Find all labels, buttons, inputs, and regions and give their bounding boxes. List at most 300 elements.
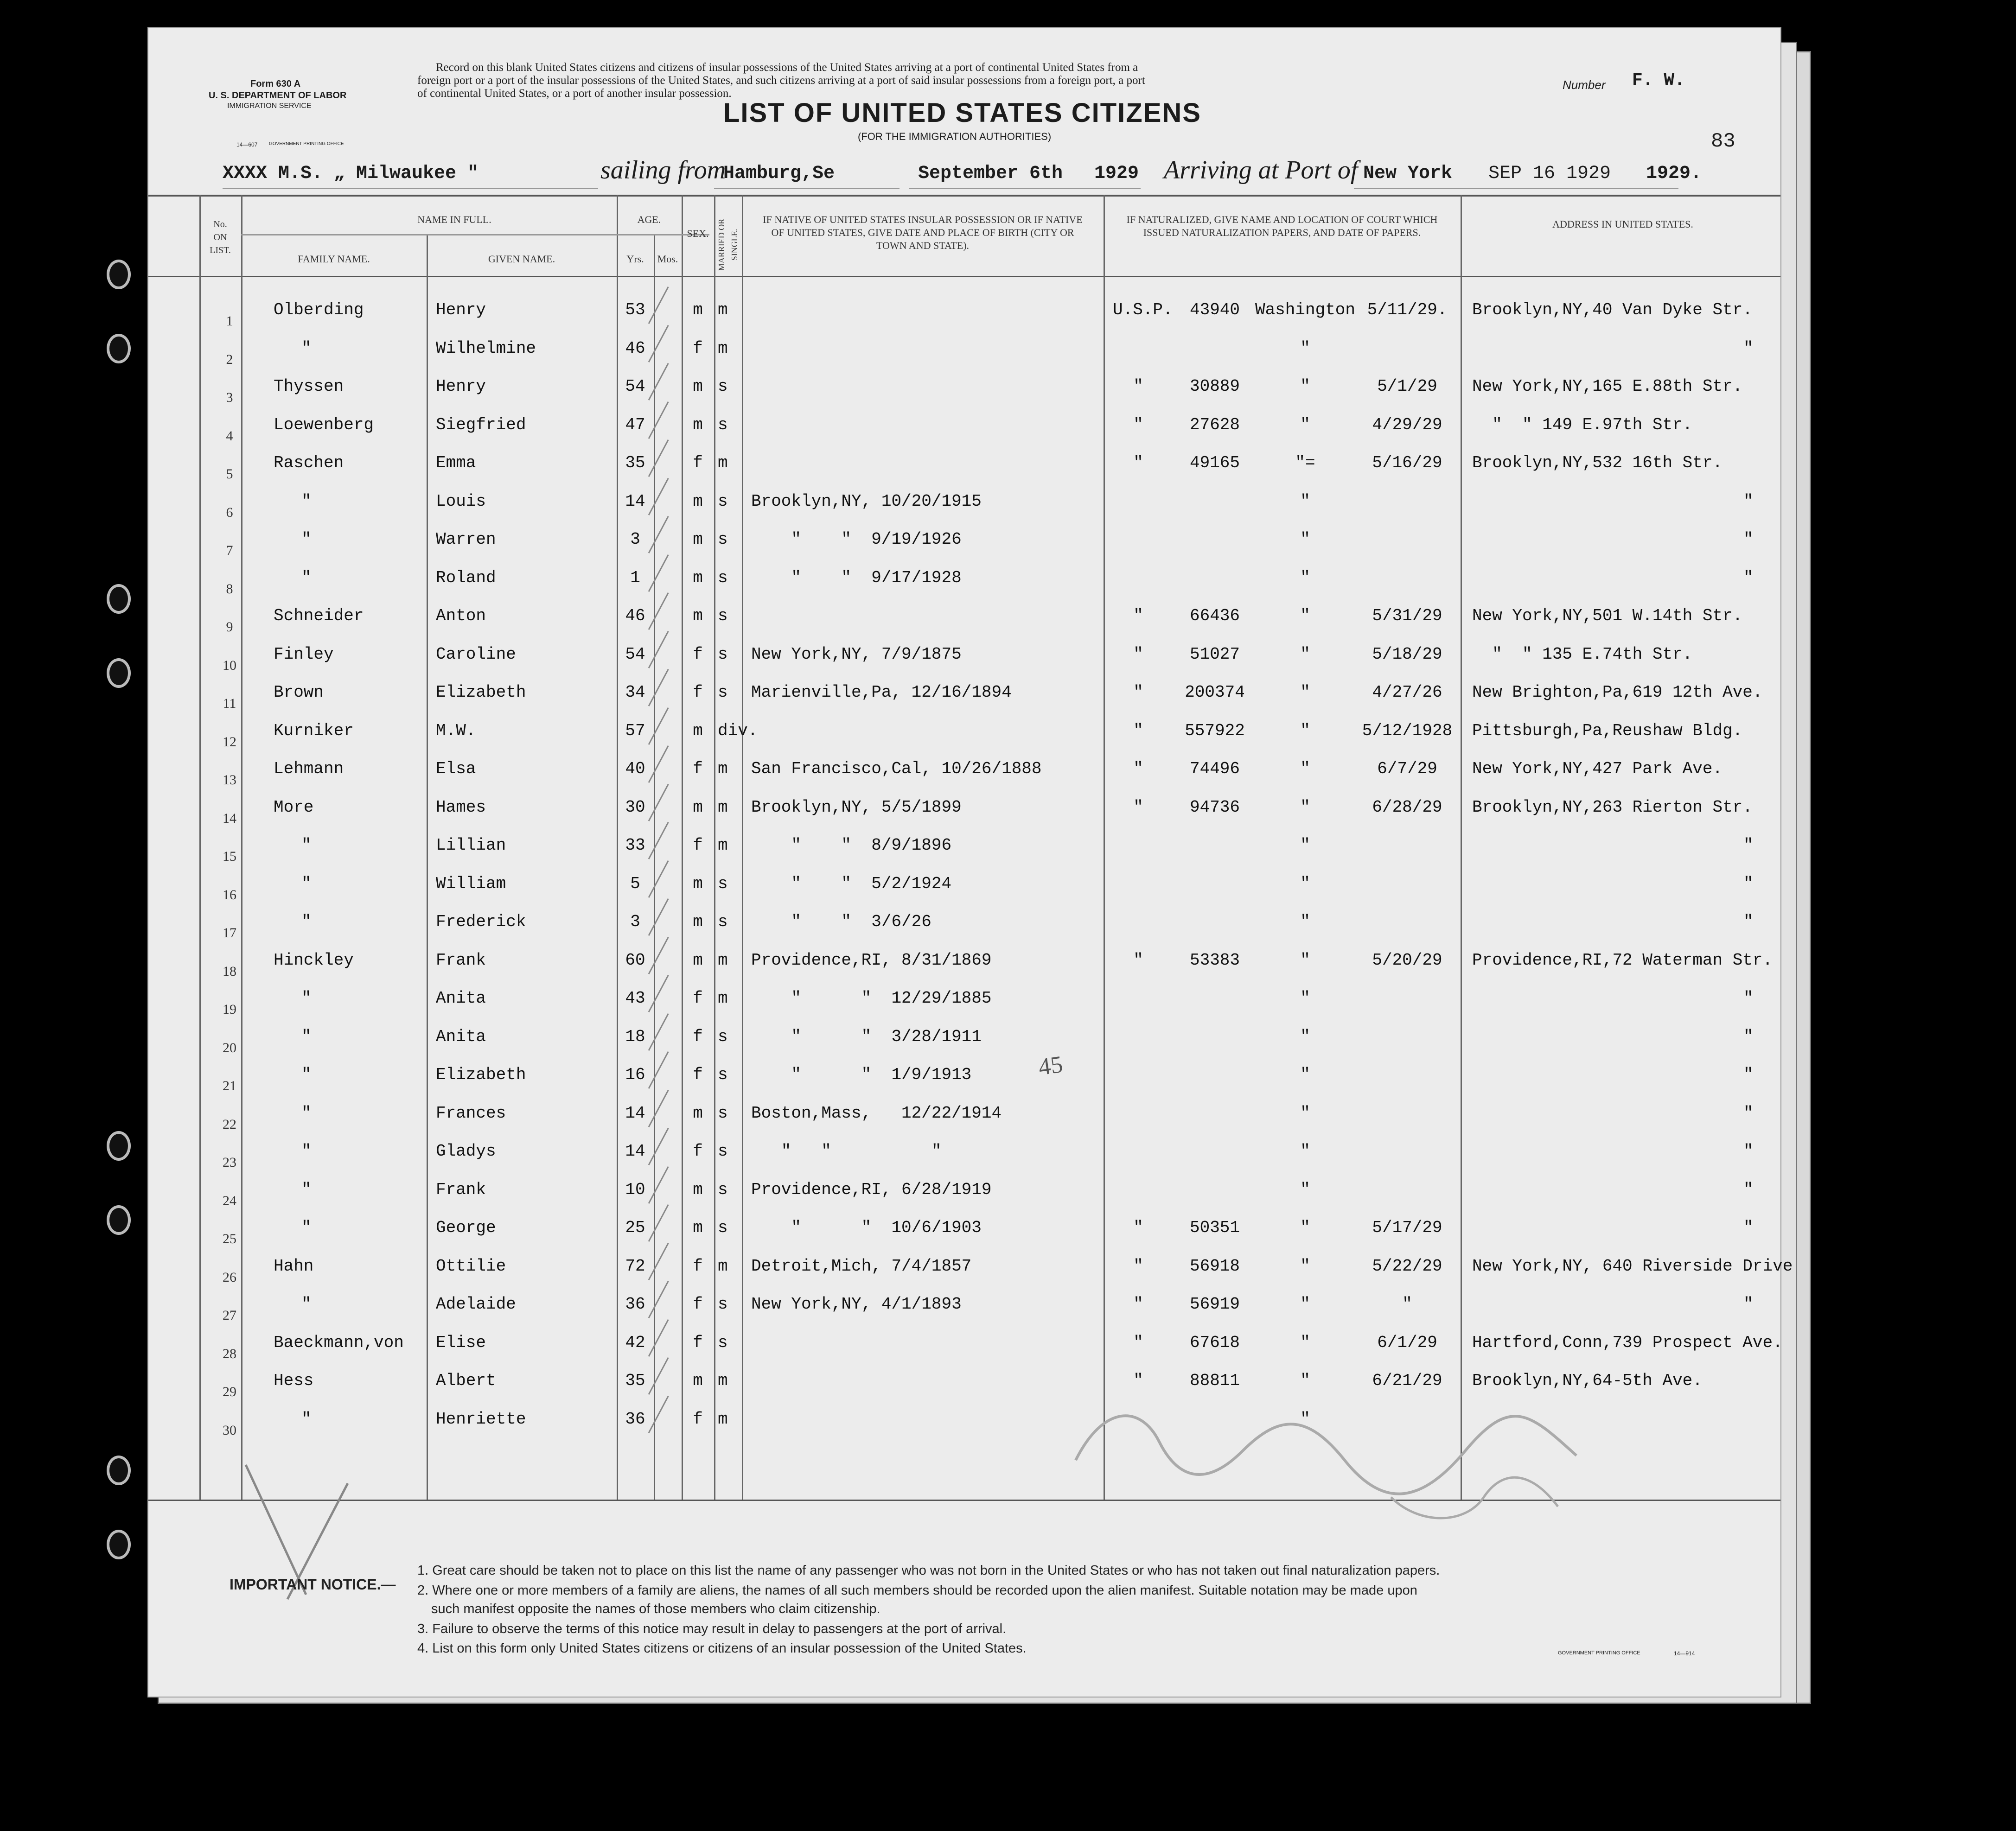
family-name-cell: ": [301, 1103, 312, 1123]
row-number: 13: [223, 772, 236, 788]
notice-item-3: 3. Failure to observe the terms of this notice may result in delay to passengers at the port of arrival.: [417, 1621, 1007, 1636]
naturalization-date-cell: 4/29/29: [1372, 415, 1442, 434]
sex-cell: m: [693, 912, 703, 931]
arrival-stamp: SEP 16 1929: [1488, 163, 1611, 184]
marital-status-cell: m: [718, 989, 728, 1008]
address-cell: ": [1743, 836, 1754, 855]
marital-status-cell: s: [718, 1103, 728, 1123]
naturalization-cert-cell: 56919: [1189, 1295, 1240, 1314]
age-cell: 14: [625, 1142, 645, 1161]
age-cell: 43: [625, 989, 645, 1008]
naturalization-cert-cell: 43940: [1189, 300, 1240, 319]
family-name-cell: Hess: [274, 1371, 314, 1390]
age-cell: 10: [625, 1180, 645, 1199]
page-title: LIST OF UNITED STATES CITIZENS: [723, 98, 1201, 128]
marital-status-cell: m: [718, 453, 728, 472]
given-name-cell: Frances: [436, 1103, 506, 1123]
age-cell: 40: [625, 759, 645, 778]
marital-status-cell: s: [718, 912, 728, 931]
naturalization-court-cell: ": [1300, 950, 1310, 970]
naturalization-date-cell: 6/21/29: [1372, 1371, 1442, 1390]
birth-info-cell: Detroit,Mich, 7/4/1857: [751, 1256, 972, 1276]
family-name-cell: ": [301, 989, 312, 1008]
punch-hole: [107, 1530, 131, 1559]
address-cell: ": [1743, 491, 1754, 511]
naturalization-court-cell: ": [1300, 1065, 1310, 1084]
address-cell: Brooklyn,NY,40 Van Dyke Str.: [1472, 300, 1753, 319]
age-cell: 14: [625, 1103, 645, 1123]
address-cell: ": [1743, 568, 1754, 587]
naturalization-cert-cell: 30889: [1189, 377, 1240, 396]
birth-info-cell: Brooklyn,NY, 10/20/1915: [751, 491, 982, 511]
family-name-cell: ": [301, 1295, 312, 1314]
col-rule: [714, 195, 715, 1500]
address-cell: Providence,RI,72 Waterman Str.: [1472, 950, 1773, 970]
row-number: 7: [226, 543, 233, 558]
family-name-cell: More: [274, 797, 314, 817]
address-cell: New York,NY,427 Park Ave.: [1472, 759, 1723, 778]
birth-info-cell: Boston,Mass, 12/22/1914: [751, 1103, 1002, 1123]
family-name-cell: Kurniker: [274, 721, 354, 740]
sex-cell: f: [693, 1333, 703, 1352]
header-given-name: GIVEN NAME.: [488, 253, 555, 265]
age-cell: 25: [625, 1218, 645, 1237]
sex-cell: m: [693, 530, 703, 549]
given-name-cell: Elsa: [436, 759, 476, 778]
family-name-cell: Baeckmann,von: [274, 1333, 404, 1352]
birth-info-cell: " " ": [751, 1142, 942, 1161]
sex-cell: f: [693, 1409, 703, 1429]
naturalization-court-cell: ": [1300, 568, 1310, 587]
date-underline: [909, 188, 1141, 189]
marital-status-cell: s: [718, 1027, 728, 1046]
age-cell: 46: [625, 338, 645, 358]
marital-status-cell: s: [718, 683, 728, 702]
address-cell: ": [1743, 1295, 1754, 1314]
naturalization-date-cell: 4/27/26: [1372, 683, 1442, 702]
marital-status-cell: s: [718, 874, 728, 893]
given-name-cell: Wilhelmine: [436, 338, 536, 358]
col-rule: [199, 195, 201, 1500]
naturalization-date-cell: 6/7/29: [1377, 759, 1437, 778]
instructions-line-2: foreign port or a port of the insular possessions of the United States, and such citizens arriving at a port of said insular possessions from a foreign port, a port: [417, 74, 1145, 87]
table-top-border: [148, 195, 1780, 197]
marital-status-cell: m: [718, 759, 728, 778]
family-name-cell: Loewenberg: [274, 415, 374, 434]
address-cell: New York,NY,165 E.88th Str.: [1472, 377, 1743, 396]
row-number: 1: [226, 313, 233, 329]
footer-printing-office: GOVERNMENT PRINTING OFFICE: [1558, 1650, 1640, 1656]
naturalization-court-cell: ": [1300, 683, 1310, 702]
row-number: 24: [223, 1193, 236, 1208]
row-number: 4: [226, 428, 233, 444]
sex-cell: m: [693, 568, 703, 587]
row-number: 14: [223, 810, 236, 826]
marital-status-cell: m: [718, 797, 728, 817]
sex-cell: f: [693, 989, 703, 1008]
naturalization-cert-cell: 50351: [1189, 1218, 1240, 1237]
address-cell: ": [1743, 1142, 1754, 1161]
naturalization-court-type-cell: ": [1133, 415, 1143, 434]
row-number: 3: [226, 390, 233, 405]
notice-item-1: 1. Great care should be taken not to place on this list the name of any passenger who was not born in the United States or who has not taken out final naturalization papers.: [417, 1563, 1440, 1578]
naturalization-court-type-cell: ": [1133, 1333, 1143, 1352]
row-number: 23: [223, 1155, 236, 1170]
marital-status-cell: s: [718, 1333, 728, 1352]
given-name-cell: Frank: [436, 1180, 486, 1199]
sex-cell: m: [693, 874, 703, 893]
naturalization-court-cell: Washington: [1255, 300, 1356, 319]
marital-status-cell: s: [718, 377, 728, 396]
family-name-cell: Raschen: [274, 453, 344, 472]
row-number: 21: [223, 1078, 236, 1094]
sex-cell: f: [693, 1256, 703, 1276]
naturalization-court-type-cell: ": [1133, 453, 1143, 472]
family-name-cell: Olberding: [274, 300, 364, 319]
given-name-cell: Siegfried: [436, 415, 526, 434]
naturalization-cert-cell: 56918: [1189, 1256, 1240, 1276]
marital-status-cell: s: [718, 1295, 728, 1314]
address-cell: ": [1743, 530, 1754, 549]
age-cell: 34: [625, 683, 645, 702]
row-number: 16: [223, 887, 236, 903]
sailing-from-port: Hamburg,Se: [723, 163, 835, 184]
age-cell: 35: [625, 453, 645, 472]
given-name-cell: Elizabeth: [436, 1065, 526, 1084]
naturalization-cert-cell: 66436: [1189, 606, 1240, 625]
family-name-cell: Schneider: [274, 606, 364, 625]
naturalization-court-cell: ": [1300, 1218, 1310, 1237]
notice-item-2: 2. Where one or more members of a family are aliens, the names of all such members should be recorded upon the alien manifest. Suitable notation may be made upon: [417, 1583, 1417, 1598]
sex-cell: m: [693, 1103, 703, 1123]
sex-cell: f: [693, 644, 703, 664]
family-name-cell: Brown: [274, 683, 324, 702]
naturalization-court-cell: ": [1300, 606, 1310, 625]
naturalization-date-cell: 5/22/29: [1372, 1256, 1442, 1276]
header-naturalized: IF NATURALIZED, GIVE NAME AND LOCATION OF COURT WHICH ISSUED NATURALIZATION PAPERS, AND DATE OF PAPERS.: [1126, 214, 1438, 238]
age-cell: 72: [625, 1256, 645, 1276]
sex-cell: f: [693, 338, 703, 358]
family-name-cell: Hahn: [274, 1256, 314, 1276]
vessel-prefix: XXXX M.S.: [223, 163, 323, 184]
header-married-or-single: MARRIED OR SINGLE.: [717, 218, 739, 271]
age-cell: 1: [630, 568, 640, 587]
naturalization-court-cell: ": [1300, 338, 1310, 358]
naturalization-court-cell: ": [1300, 377, 1310, 396]
naturalization-cert-cell: 67618: [1189, 1333, 1240, 1352]
naturalization-court-cell: ": [1300, 1180, 1310, 1199]
arriving-label: Arriving at Port of: [1164, 156, 1358, 184]
row-number: 8: [226, 581, 233, 597]
birth-info-cell: " " 3/28/1911: [751, 1027, 982, 1046]
birth-info-cell: Providence,RI, 6/28/1919: [751, 1180, 992, 1199]
sex-cell: m: [693, 797, 703, 817]
naturalization-court-cell: ": [1300, 530, 1310, 549]
arriving-port: New York: [1363, 163, 1453, 184]
punch-hole: [107, 1456, 131, 1485]
naturalization-court-cell: ": [1300, 415, 1310, 434]
naturalization-court-cell: ": [1300, 989, 1310, 1008]
punch-hole: [107, 1205, 131, 1235]
header-name-in-full: NAME IN FULL.: [417, 214, 491, 225]
naturalization-court-cell: ": [1300, 491, 1310, 511]
birth-info-cell: " " 1/9/1913: [751, 1065, 972, 1084]
naturalization-court-type-cell: ": [1133, 950, 1143, 970]
vessel-underline: [223, 188, 598, 189]
age-cell: 5: [630, 874, 640, 893]
naturalization-court-cell: "=: [1295, 453, 1315, 472]
birth-info-cell: New York,NY, 4/1/1893: [751, 1295, 962, 1314]
row-number: 27: [223, 1308, 236, 1323]
address-cell: ": [1743, 912, 1754, 931]
sex-cell: m: [693, 721, 703, 740]
naturalization-cert-cell: 74496: [1189, 759, 1240, 778]
age-cell: 36: [625, 1295, 645, 1314]
sex-cell: m: [693, 1371, 703, 1390]
sex-cell: f: [693, 683, 703, 702]
address-cell: " " 135 E.74th Str.: [1472, 644, 1693, 664]
given-name-cell: Albert: [436, 1371, 496, 1390]
row-number: 2: [226, 351, 233, 367]
marital-status-cell: s: [718, 1065, 728, 1084]
naturalization-court-cell: ": [1300, 1409, 1310, 1429]
row-number: 26: [223, 1269, 236, 1285]
row-number: 25: [223, 1231, 236, 1246]
age-cell: 3: [630, 912, 640, 931]
naturalization-court-type-cell: ": [1133, 683, 1143, 702]
naturalization-court-type-cell: ": [1133, 759, 1143, 778]
family-name-cell: ": [301, 530, 312, 549]
header-sex: SEX.: [687, 228, 709, 239]
age-cell: 33: [625, 836, 645, 855]
header-yrs: Yrs.: [626, 253, 644, 265]
naturalization-cert-cell: 51027: [1189, 644, 1240, 664]
notice-label: IMPORTANT NOTICE.—: [230, 1576, 396, 1593]
marital-status-cell: s: [718, 644, 728, 664]
address-cell: Brooklyn,NY,64-5th Ave.: [1472, 1371, 1703, 1390]
naturalization-date-cell: 5/1/29: [1377, 377, 1437, 396]
marital-status-cell: m: [718, 1371, 728, 1390]
subheader-rule: [241, 234, 709, 235]
page-subtitle: (FOR THE IMMIGRATION AUTHORITIES): [858, 131, 1052, 142]
departure-year: 1929: [1094, 163, 1139, 184]
marital-status-cell: m: [718, 338, 728, 358]
sex-cell: m: [693, 415, 703, 434]
given-name-cell: Lillian: [436, 836, 506, 855]
header-family-name: FAMILY NAME.: [298, 253, 370, 265]
marital-status-cell: s: [718, 530, 728, 549]
naturalization-date-cell: 6/28/29: [1372, 797, 1442, 817]
sex-cell: m: [693, 491, 703, 511]
age-cell: 18: [625, 1027, 645, 1046]
header-mos: Mos.: [657, 253, 678, 265]
sex-cell: f: [693, 836, 703, 855]
service: IMMIGRATION SERVICE: [227, 102, 312, 110]
address-cell: New York,NY, 640 Riverside Drive: [1472, 1256, 1793, 1276]
age-cell: 16: [625, 1065, 645, 1084]
birth-info-cell: Marienville,Pa, 12/16/1894: [751, 683, 1012, 702]
given-name-cell: Anita: [436, 989, 486, 1008]
given-name-cell: Elizabeth: [436, 683, 526, 702]
col-rule: [1104, 195, 1105, 1500]
naturalization-cert-cell: 27628: [1189, 415, 1240, 434]
naturalization-court-cell: ": [1300, 1333, 1310, 1352]
marital-status-cell: s: [718, 491, 728, 511]
address-cell: ": [1743, 1065, 1754, 1084]
age-cell: 54: [625, 377, 645, 396]
naturalization-cert-cell: 88811: [1189, 1371, 1240, 1390]
given-name-cell: Ottilie: [436, 1256, 506, 1276]
family-name-cell: ": [301, 1180, 312, 1199]
sex-cell: m: [693, 1218, 703, 1237]
given-name-cell: Hames: [436, 797, 486, 817]
instructions-line-3: of continental United States, or a port of another insular possession.: [417, 87, 732, 100]
row-number: 12: [223, 734, 236, 750]
sex-cell: f: [693, 759, 703, 778]
age-cell: 42: [625, 1333, 645, 1352]
family-name-cell: ": [301, 836, 312, 855]
age-cell: 47: [625, 415, 645, 434]
naturalization-court-type-cell: ": [1133, 377, 1143, 396]
address-cell: Brooklyn,NY,532 16th Str.: [1472, 453, 1723, 472]
family-name-cell: ": [301, 568, 312, 587]
given-name-cell: Caroline: [436, 644, 516, 664]
given-name-cell: M.W.: [436, 721, 476, 740]
row-number: 11: [223, 696, 236, 711]
arrival-underline: [1354, 188, 1678, 189]
naturalization-cert-cell: 49165: [1189, 453, 1240, 472]
sex-cell: m: [693, 606, 703, 625]
naturalization-cert-cell: 94736: [1189, 797, 1240, 817]
given-name-cell: Anita: [436, 1027, 486, 1046]
header-address: ADDRESS IN UNITED STATES.: [1552, 218, 1693, 230]
address-cell: ": [1743, 874, 1754, 893]
naturalization-court-type-cell: ": [1133, 1371, 1143, 1390]
birth-info-cell: " " 12/29/1885: [751, 989, 992, 1008]
age-cell: 60: [625, 950, 645, 970]
address-cell: Pittsburgh,Pa,Reushaw Bldg.: [1472, 721, 1743, 740]
naturalization-date-cell: ": [1402, 1295, 1412, 1314]
naturalization-court-cell: ": [1300, 1256, 1310, 1276]
naturalization-court-type-cell: ": [1133, 644, 1143, 664]
birth-info-cell: " " 9/17/1928: [751, 568, 962, 587]
family-name-cell: ": [301, 338, 312, 358]
manifest-page: [148, 28, 1793, 1697]
given-name-cell: Emma: [436, 453, 476, 472]
port-underline: [714, 188, 900, 189]
family-name-cell: Hinckley: [274, 950, 354, 970]
age-cell: 14: [625, 491, 645, 511]
address-cell: ": [1743, 1218, 1754, 1237]
naturalization-court-type-cell: ": [1133, 797, 1143, 817]
pencil-scrawl: [1066, 1386, 1646, 1534]
header-no-on-list-text: No. ON LIST.: [210, 219, 231, 255]
age-cell: 36: [625, 1409, 645, 1429]
form-number: Form 630 A: [250, 79, 301, 89]
naturalization-date-cell: 5/12/1928: [1362, 721, 1453, 740]
punch-hole: [107, 1131, 131, 1161]
number-label: Number: [1563, 78, 1606, 92]
row-number: 10: [223, 657, 236, 673]
address-cell: Hartford,Conn,739 Prospect Ave.: [1472, 1333, 1783, 1352]
sex-cell: m: [693, 950, 703, 970]
naturalization-date-cell: 5/17/29: [1372, 1218, 1442, 1237]
given-name-cell: Frederick: [436, 912, 526, 931]
sex-cell: m: [693, 377, 703, 396]
address-cell: " " 149 E.97th Str.: [1472, 415, 1693, 434]
family-name-cell: ": [301, 1142, 312, 1161]
address-cell: ": [1743, 989, 1754, 1008]
row-number: 17: [223, 925, 236, 941]
family-name-cell: ": [301, 491, 312, 511]
naturalization-date-cell: 5/31/29: [1372, 606, 1442, 625]
naturalization-court-type-cell: U.S.P.: [1113, 300, 1173, 319]
address-cell: New Brighton,Pa,619 12th Ave.: [1472, 683, 1763, 702]
birth-info-cell: " " 8/9/1896: [751, 836, 952, 855]
sex-cell: f: [693, 1295, 703, 1314]
marital-status-cell: s: [718, 1142, 728, 1161]
family-name-cell: Lehmann: [274, 759, 344, 778]
sex-cell: f: [693, 1027, 703, 1046]
sex-cell: m: [693, 300, 703, 319]
col-rule: [742, 195, 743, 1500]
given-name-cell: Anton: [436, 606, 486, 625]
birth-info-cell: New York,NY, 7/9/1875: [751, 644, 962, 664]
punch-hole: [107, 658, 131, 688]
given-name-cell: Adelaide: [436, 1295, 516, 1314]
marital-status-cell: s: [718, 1180, 728, 1199]
birth-info-cell: " " 9/19/1926: [751, 530, 962, 549]
naturalization-court-type-cell: ": [1133, 606, 1143, 625]
marital-status-cell: m: [718, 836, 728, 855]
header-bottom-border: [148, 276, 1780, 277]
row-number: 5: [226, 466, 233, 482]
birth-info-cell: " " 5/2/1924: [751, 874, 952, 893]
given-name-cell: Henry: [436, 300, 486, 319]
row-number: 28: [223, 1346, 236, 1361]
naturalization-court-type-cell: ": [1133, 1218, 1143, 1237]
col-rule: [654, 234, 655, 1500]
notice-item-2-cont: such manifest opposite the names of those members who claim citizenship.: [431, 1602, 880, 1616]
sex-cell: f: [693, 453, 703, 472]
row-number: 22: [223, 1116, 236, 1132]
birth-info-cell: Brooklyn,NY, 5/5/1899: [751, 797, 962, 817]
header-no-on-list: [199, 218, 241, 257]
given-name-cell: Louis: [436, 491, 486, 511]
given-name-cell: Warren: [436, 530, 496, 549]
address-cell: ": [1743, 1027, 1754, 1046]
sailing-from-label: sailing from: [600, 156, 726, 184]
sex-cell: f: [693, 1142, 703, 1161]
family-name-cell: ": [301, 1218, 312, 1237]
instructions-line-1: Record on this blank United States citizens and citizens of insular possessions of the United States arriving at a port of continental United States from a: [436, 61, 1138, 74]
marital-status-cell: s: [718, 1218, 728, 1237]
age-cell: 35: [625, 1371, 645, 1390]
address-cell: ": [1743, 1103, 1754, 1123]
given-name-cell: Elise: [436, 1333, 486, 1352]
department: U. S. DEPARTMENT OF LABOR: [209, 90, 347, 101]
number-value: F. W.: [1632, 70, 1685, 90]
row-number: 15: [223, 849, 236, 864]
age-cell: 30: [625, 797, 645, 817]
row-number: 19: [223, 1002, 236, 1017]
naturalization-cert-cell: 200374: [1185, 683, 1245, 702]
naturalization-court-type-cell: ": [1133, 1256, 1143, 1276]
given-name-cell: Henriette: [436, 1409, 526, 1429]
family-name-cell: ": [301, 1409, 312, 1429]
age-cell: 54: [625, 644, 645, 664]
naturalization-court-cell: ": [1300, 759, 1310, 778]
